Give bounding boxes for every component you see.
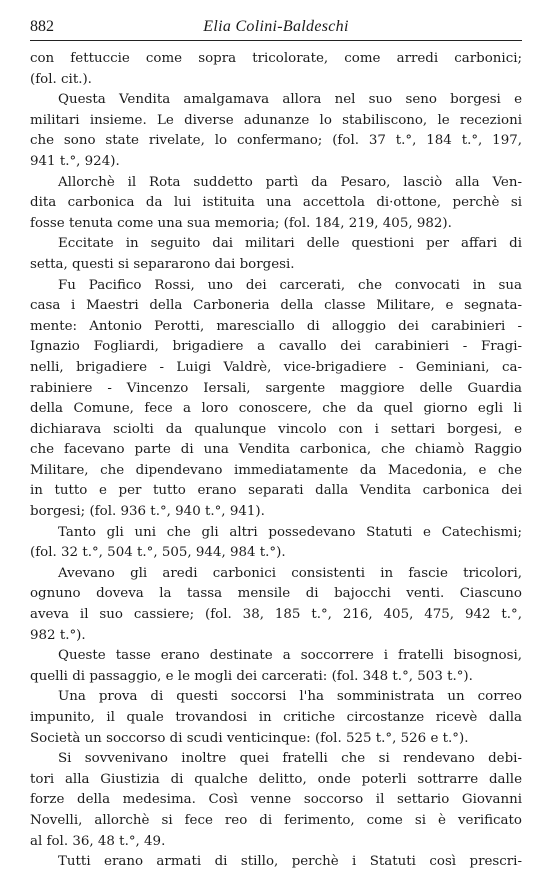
text-line: setta, questi si separarono dai borgesi.: [30, 256, 295, 272]
text-line: in tutto e per tutto erano separati dalla Vendita carbonica dei: [30, 483, 522, 499]
text-line: che facevano parte di una Vendita carbonica, che chiamò Raggio: [30, 442, 522, 458]
text-line: Società un soccorso di scudi venticinque: (fol. 525 t.°, 526 e t.°).: [30, 730, 469, 746]
text-line: con fettuccie come sopra tricolorate, come arredi carbonici;: [30, 51, 522, 66]
text-line: (fol. 32 t.°, 504 t.°, 505, 944, 984 t.°).: [30, 545, 286, 561]
text-line: Allorchè il Rota suddetto partì da Pesaro, lasciò alla Ven-: [58, 174, 522, 190]
text-line: Militare, che dipendevano immediatamente da Macedonia, e che: [30, 462, 522, 478]
text-line: Avevano gli aredi carbonici consistenti in fascie tricolori,: [58, 565, 522, 581]
text-line: Novelli, allorchè si fece reo di ferimento, come si è verificato: [30, 812, 522, 828]
text-line: ognuno doveva la tassa mensile di bajocchi venti. Ciascuno: [30, 586, 522, 602]
text-line: rabiniere - Vincenzo Iersali, sargente maggiore delle Guardia: [30, 380, 522, 396]
text-line: Queste tasse erano destinate a soccorrere i fratelli bisognosi,: [58, 648, 522, 664]
text-line: mente: Antonio Perotti, maresciallo di alloggio dei carabinieri -: [30, 318, 522, 334]
text-line: casa i Maestri della Carboneria della classe Militare, e segnata-: [30, 298, 522, 314]
text-line: impunito, il quale trovandosi in critiche circostanze ricevè dalla: [30, 710, 522, 725]
text-line: Ignazio Fogliardi, brigadiere a cavallo dei carabinieri - Fragi-: [30, 339, 522, 355]
text-line: fosse tenuta come una sua memoria; (fol. 184, 219, 405, 982).: [30, 215, 452, 231]
text-line: Una prova di questi soccorsi l'ha somministrata un correo: [58, 689, 522, 705]
text-line: borgesi; (fol. 936 t.°, 940 t.°, 941).: [30, 504, 265, 520]
text-line: nelli, brigadiere - Luigi Valdrè, vice-brigadiere - Geminiani, ca-: [30, 359, 522, 375]
document-page: [30, 12, 522, 873]
text-line: della Comune, fece a loro conoscere, che da quel giorno egli li: [30, 401, 522, 417]
text-line: dita carbonica da lui istituita una accettola di·ottone, perchè si: [30, 195, 522, 211]
text-line: Tanto gli uni che gli altri possedevano Statuti e Catechismi;: [58, 524, 522, 540]
body-text: [30, 49, 522, 873]
text-line: al fol. 36, 48 t.°, 49.: [30, 833, 166, 849]
text-line: Questa Vendita amalgamava allora nel suo seno borgesi e: [58, 92, 522, 108]
text-line: Fu Pacifico Rossi, uno dei carcerati, che convocati in sua: [58, 277, 522, 293]
text-line: che sono state rivelate, lo confermano; (fol. 37 t.°, 184 t.°, 197,: [30, 133, 522, 149]
text-line: quelli di passaggio, e le mogli dei carcerati: (fol. 348 t.°, 503 t.°).: [30, 668, 473, 684]
text-line: 982 t.°).: [30, 627, 86, 643]
text-line: militari insieme. Le diverse adunanze lo stabiliscono, le recezioni: [30, 112, 522, 128]
text-line: dichiarava sciolti da qualunque vincolo con i settari borgesi, e: [30, 421, 522, 437]
text-line: (fol. cit.).: [30, 71, 92, 87]
text-line: Eccitate in seguito dai militari delle questioni per affari di: [58, 236, 522, 252]
text-line: Tutti erano armati di stillo, perchè i Statuti così prescri-: [58, 854, 522, 870]
text-line: 941 t.°, 924).: [30, 153, 120, 169]
running-title: Elia Colini-Baldeschi: [203, 18, 349, 35]
page-header: [30, 12, 522, 41]
text-line: aveva il suo cassiere; (fol. 38, 185 t.°, 216, 405, 475, 942 t.°,: [30, 607, 522, 623]
text-line: tori alla Giustizia di qualche delitto, onde poterli sottrarre dalle: [30, 771, 522, 787]
page-number: 882: [30, 18, 54, 35]
text-line: Si sovvenivano inoltre quei fratelli che si rendevano debi-: [58, 751, 522, 767]
text-line: forze della medesima. Così venne soccorso il settario Giovanni: [30, 792, 522, 808]
